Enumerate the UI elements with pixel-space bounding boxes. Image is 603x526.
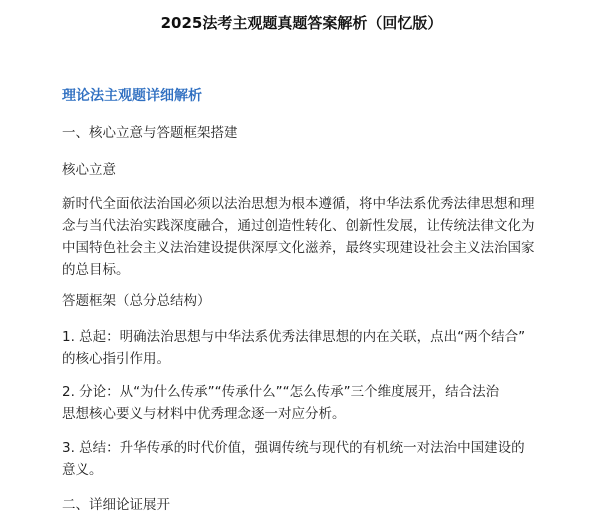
paragraph-line: 的总目标。	[62, 262, 130, 278]
document-title: 2025法考主观题真题答案解析（回忆版）	[160, 14, 443, 32]
framework-line: 3. 总结：升华传承的时代价值，强调传统与现代的有机统一对法治中国建设的	[62, 440, 525, 456]
framework-line: 1. 总起：明确法治思想与中华法系优秀法律思想的内在关联，点出“两个结合”	[62, 329, 526, 345]
paragraph-line: 新时代全面依法治国必须以法治思想为根本遵循，将中华法系优秀法律思想和理	[62, 196, 535, 212]
core-idea-paragraph	[62, 193, 564, 281]
paragraph-line: 念与当代法治实践深度融合，通过创造性转化、创新性发展，让传统法律文化为	[62, 218, 535, 234]
framework-item-2	[62, 381, 564, 425]
paragraph-line: 中国特色社会主义法治建设提供深厚文化滋养，最终实现建设社会主义法治国家	[62, 240, 535, 256]
heading-core-framework: 一、核心立意与答题框架搭建	[62, 125, 238, 141]
framework-item-1	[62, 326, 564, 370]
framework-line: 意义。	[62, 462, 103, 478]
framework-line: 的核心指引作用。	[62, 351, 170, 367]
subheading-core-idea: 核心立意	[62, 162, 116, 178]
framework-line: 2. 分论：从“为什么传承”“传承什么”“怎么传承”三个维度展开，结合法治	[62, 384, 500, 400]
heading-detailed-argument: 二、详细论证展开	[62, 497, 170, 513]
section-heading: 理论法主观题详细解析	[62, 88, 202, 104]
framework-line: 思想核心要义与材料中优秀理念逐一对应分析。	[62, 406, 346, 422]
framework-item-3	[62, 437, 564, 481]
subheading-answer-framework: 答题框架（总分总结构）	[62, 293, 211, 309]
